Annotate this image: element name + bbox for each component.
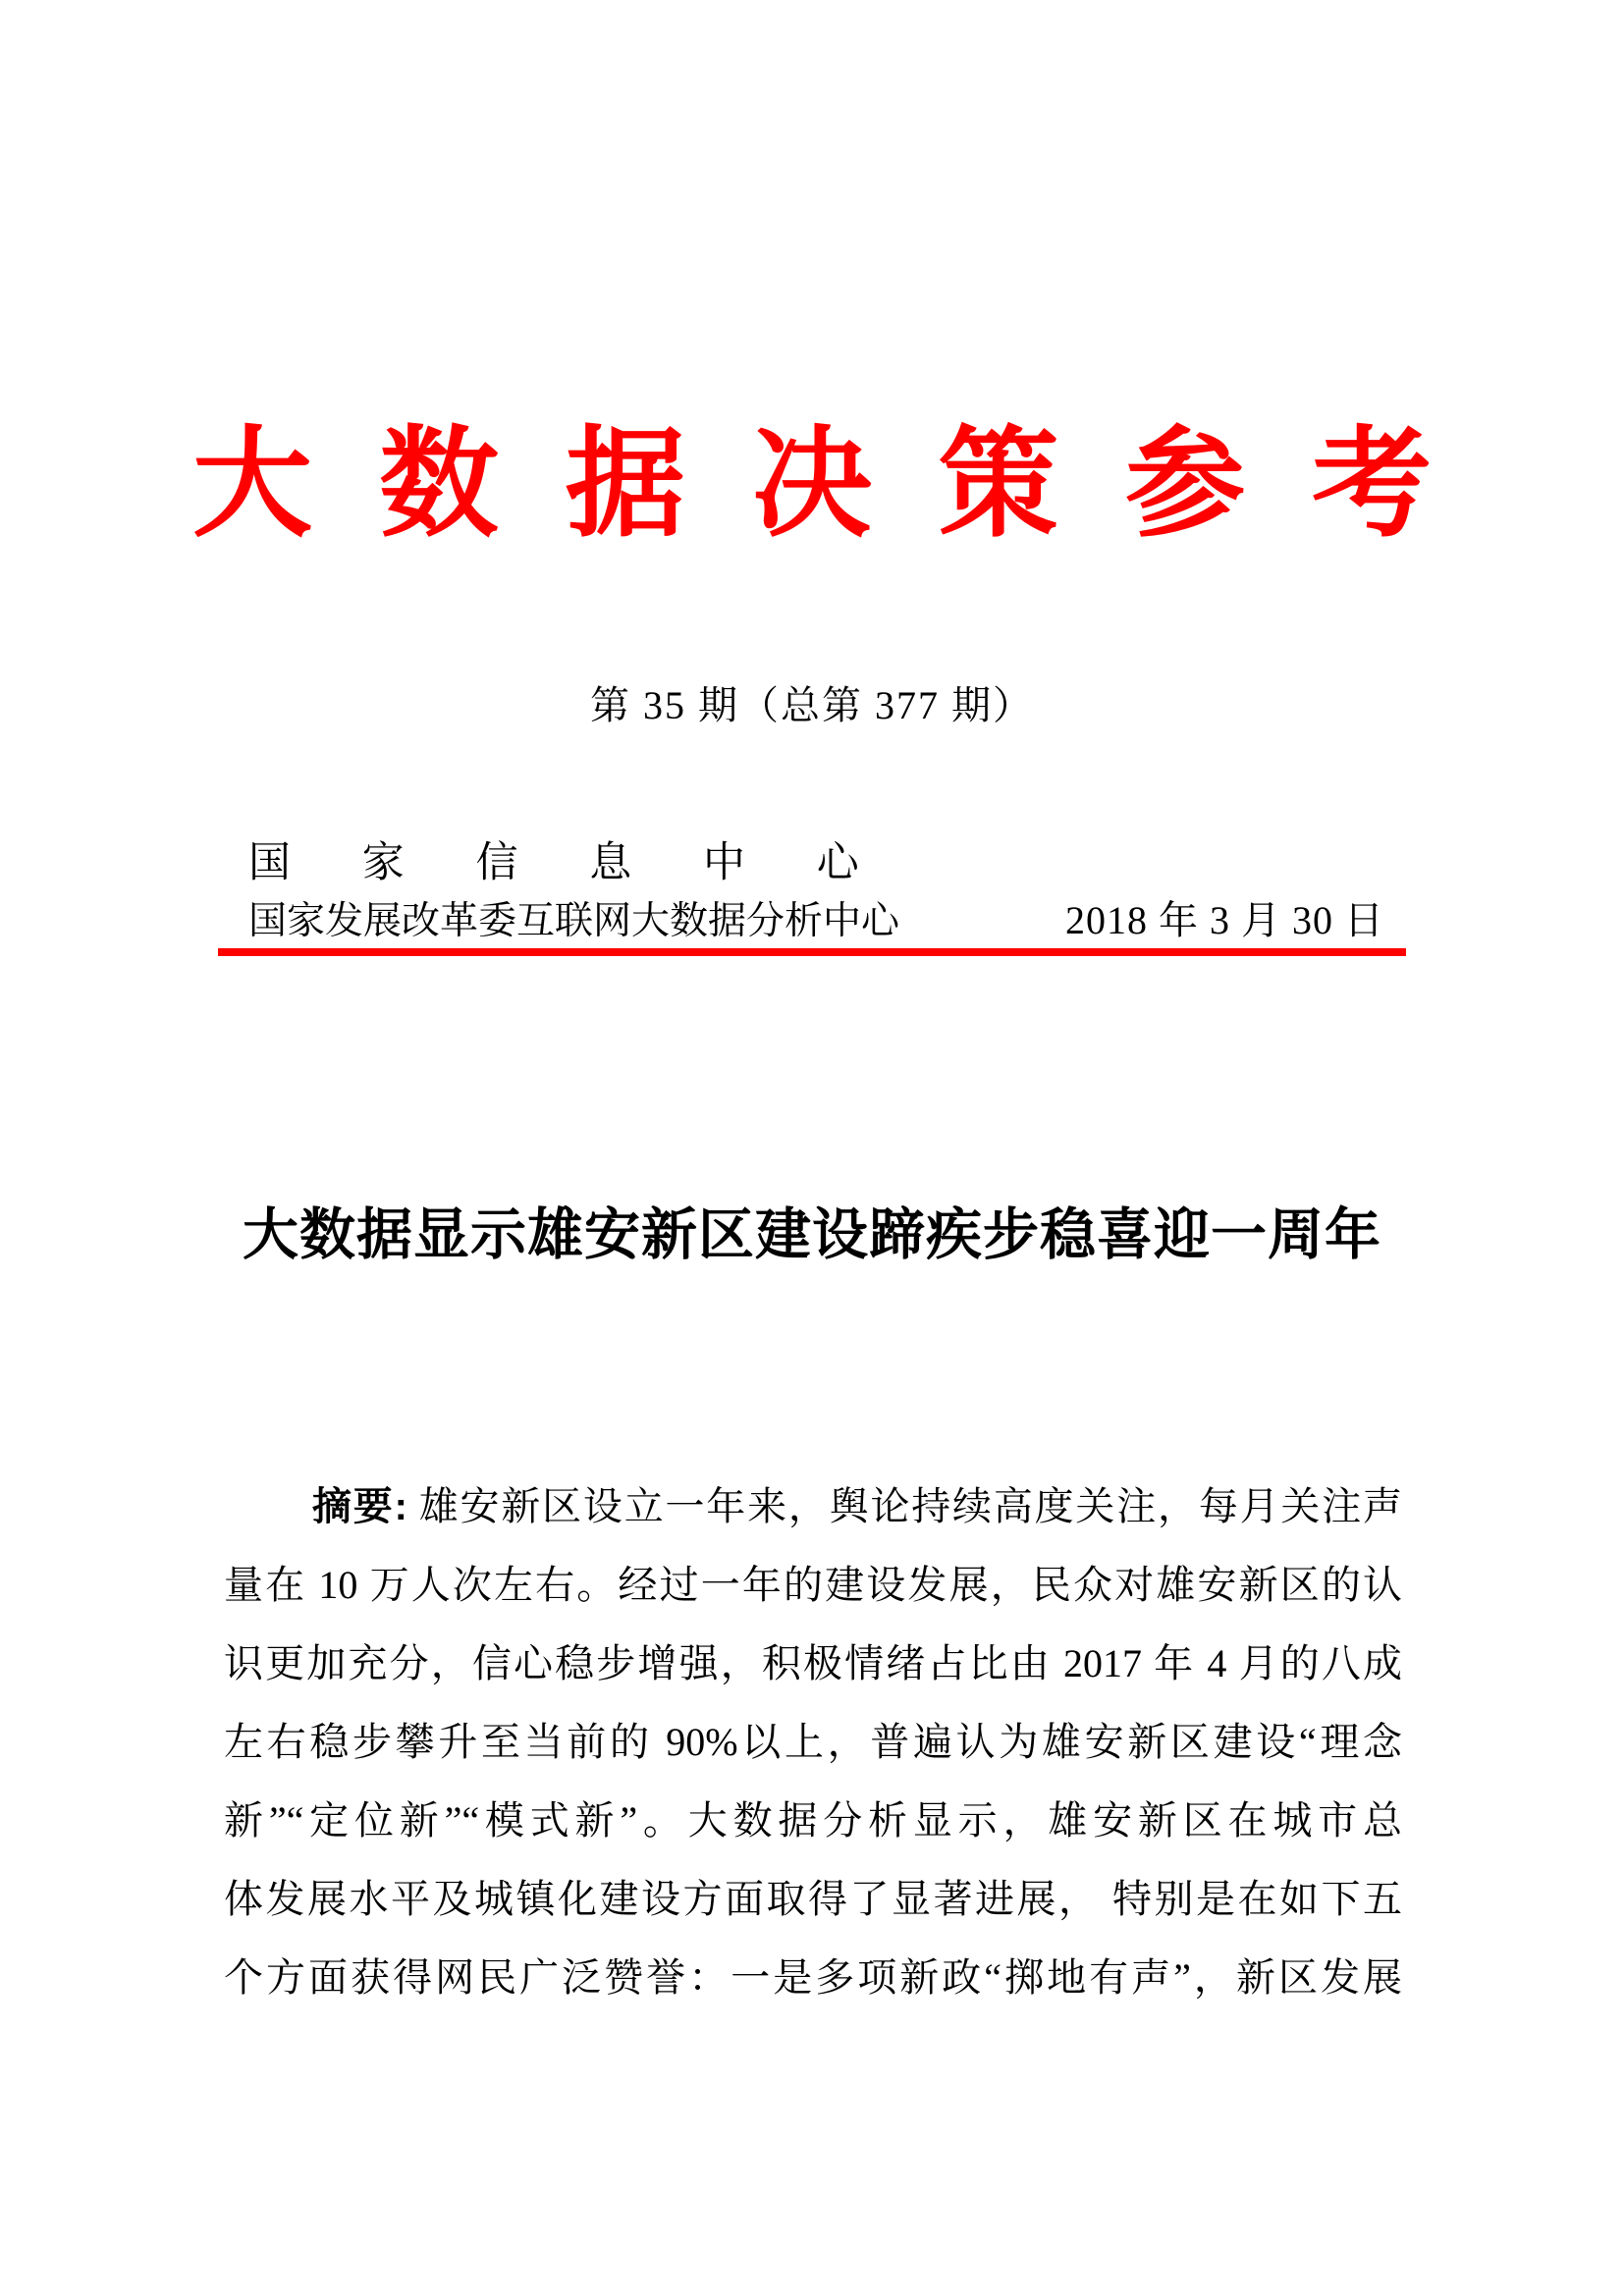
issue-number-line: 第 35 期（总第 377 期） [590,683,1034,727]
abstract-line-4: 左右稳步攀升至当前的 90%以上，普遍认为雄安新区建设“理念 [224,1720,1402,1764]
masthead-title: 大数据决策参考 [192,419,1498,552]
publisher-date-row [248,895,1384,947]
abstract-line-5: 新”“定位新”“模式新”。大数据分析显示，雄安新区在城市总 [224,1798,1402,1842]
abstract-line-2: 量在 10 万人次左右。经过一年的建设发展，民众对雄安新区的认 [224,1563,1402,1607]
abstract-label: 摘要: [312,1485,407,1528]
publisher-secondary: 国家发展改革委互联网大数据分析中心 [248,900,900,942]
abstract-line-3: 识更加充分，信心稳步增强，积极情绪占比由 2017 年 4 月的八成 [224,1641,1402,1685]
abstract-line-1 [224,1468,1402,1546]
abstract-line-7: 个方面获得网民广泛赞誉：一是多项新政“掷地有声”，新区发展 [224,1955,1402,2000]
article-title: 大数据显示雄安新区建设蹄疾步稳喜迎一周年 [243,1204,1381,1266]
abstract-line-1-text: 雄安新区设立一年来，舆论持续高度关注，每月关注声 [406,1484,1403,1528]
red-divider-rule [218,948,1406,956]
abstract-paragraph [224,1468,1402,2017]
abstract-line-6: 体发展水平及城镇化建设方面取得了显著进展， 特别是在如下五 [224,1877,1402,1921]
publisher-primary: 国 家 信 息 中 心 [248,840,859,886]
issue-date: 2018 年 3 月 30 日 [1065,898,1384,942]
